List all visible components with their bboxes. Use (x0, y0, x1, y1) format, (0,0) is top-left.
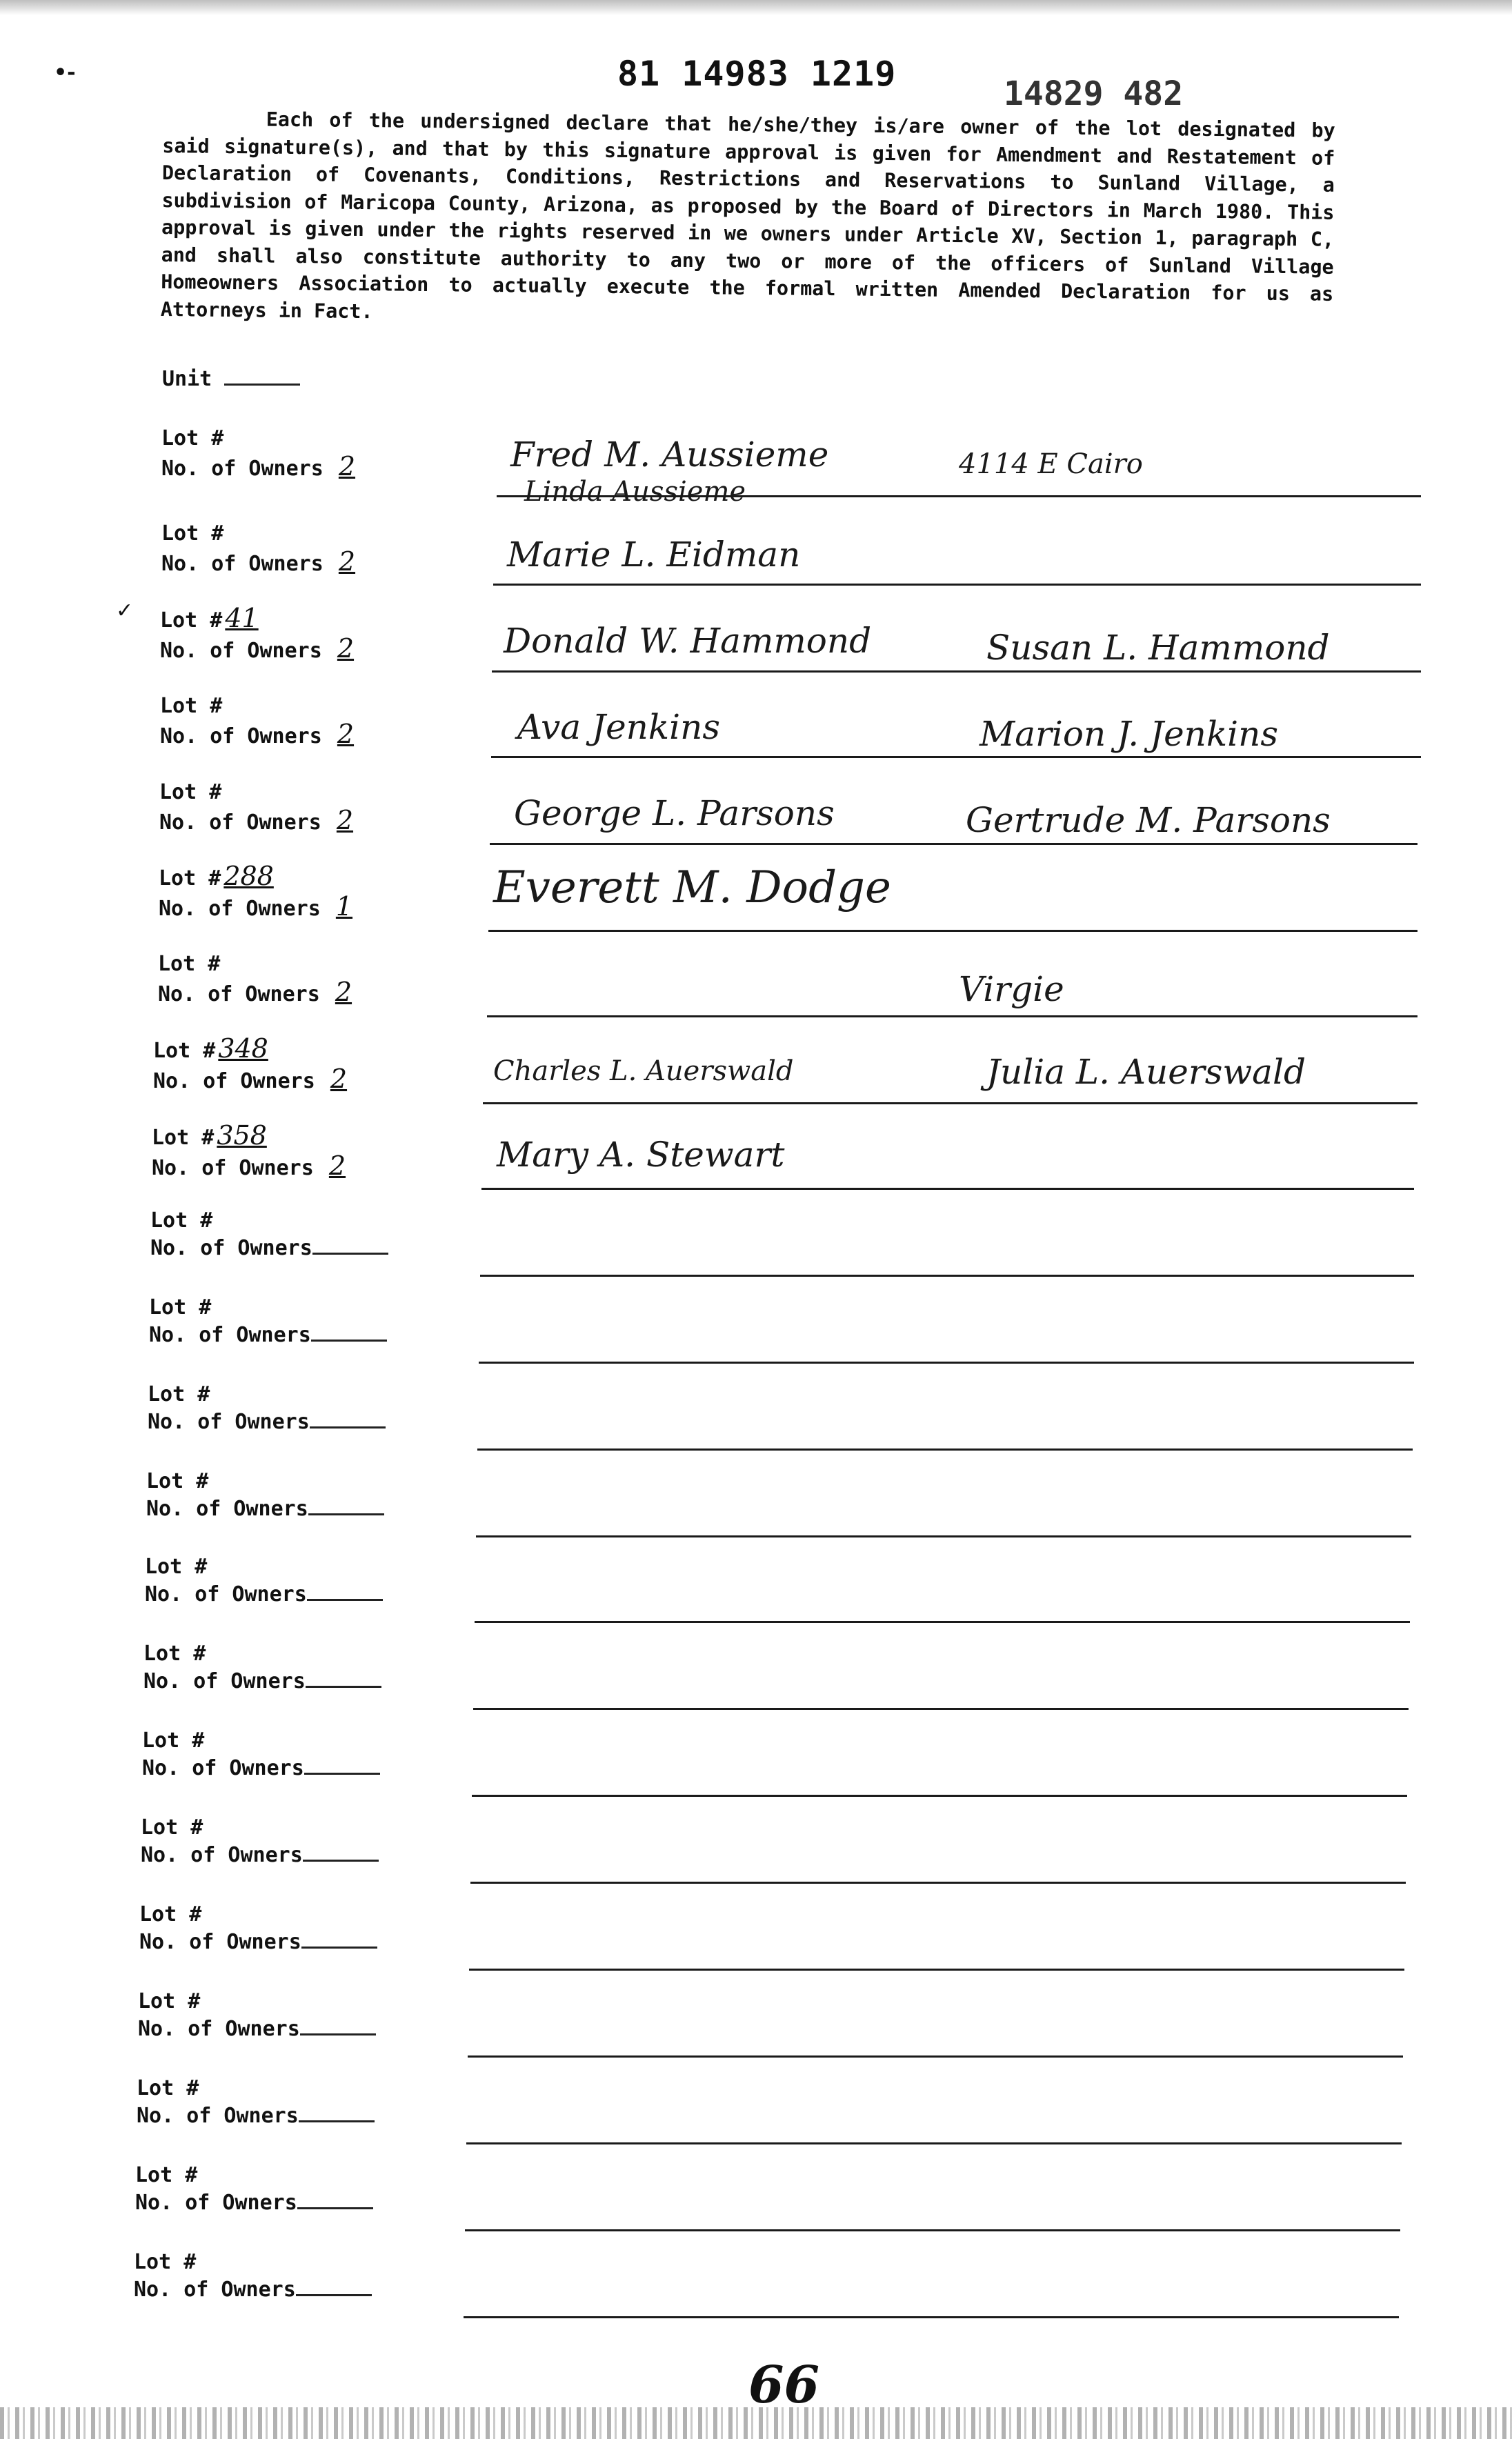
lot-label: Lot # (150, 1208, 213, 1233)
recording-number: 81 14983 1219 (617, 54, 897, 94)
lot-label: Lot # (142, 1729, 205, 1753)
lot-label: Lot # (149, 1295, 212, 1320)
signature: Marion J. Jenkins (979, 714, 1279, 754)
signature-line (490, 843, 1418, 845)
owners-label: No. of Owners (159, 810, 321, 835)
signature-line (475, 1621, 1410, 1623)
lot-entry-blank (137, 2075, 375, 2130)
lot-entry-blank (135, 2162, 373, 2217)
signature: Fred M. Aussieme (510, 435, 829, 475)
lot-entry-blank (138, 1988, 376, 2043)
owners-blank (308, 1495, 384, 1515)
owners-label: No. of Owners (146, 1497, 308, 1521)
signature-line (465, 2229, 1400, 2231)
lot-label: Lot # (161, 521, 224, 546)
lot-entry-blank (149, 1294, 387, 1349)
owners-blank (296, 2276, 372, 2296)
owners-count: 2 (335, 977, 352, 1007)
owners-label: No. of Owners (152, 1156, 314, 1180)
signature: Donald W. Hammond (504, 621, 872, 661)
signature: Ava Jenkins (517, 707, 721, 747)
owners-count: 2 (338, 546, 356, 577)
lot-entry-blank (143, 1640, 381, 1695)
owners-label: No. of Owners (160, 639, 322, 663)
owners-label: No. of Owners (150, 1236, 312, 1260)
lot-entry-blank (148, 1381, 386, 1436)
lot-label: Lot # (161, 426, 224, 450)
signature: Everett M. Dodge (493, 862, 891, 913)
owners-count: 1 (335, 891, 353, 922)
lot-label: Lot # (138, 1989, 201, 2013)
owners-label: No. of Owners (161, 552, 324, 576)
lot-label: Lot # (153, 1039, 216, 1063)
scan-top-edge (0, 0, 1512, 15)
owners-count: 2 (336, 805, 354, 835)
signature-line (481, 1188, 1414, 1190)
lot-label: Lot # (159, 780, 222, 804)
page-number: 66 (748, 2356, 819, 2415)
signature-line (468, 2055, 1403, 2058)
owners-blank (311, 1322, 387, 1342)
owners-label: No. of Owners (134, 2278, 296, 2302)
lot-entry-blank (145, 1553, 383, 1609)
lot-label: Lot # (159, 866, 221, 890)
lot-label: Lot # (160, 694, 223, 718)
owners-label: No. of Owners (145, 1582, 307, 1606)
signature: Charles L. Auerswald (493, 1055, 794, 1087)
lot-label: Lot # (143, 1642, 206, 1666)
owners-label: No. of Owners (158, 982, 320, 1006)
lot-label: Lot # (160, 608, 223, 633)
lot-number: 41 (225, 603, 259, 633)
owners-label: No. of Owners (137, 2104, 299, 2128)
lot-label: Lot # (135, 2163, 198, 2187)
docket-number: 14829 482 (1004, 74, 1184, 113)
owners-count: 2 (338, 451, 356, 481)
signature-line (488, 930, 1418, 932)
lot-entry-blank (141, 1814, 379, 1869)
owners-label: No. of Owners (139, 1930, 301, 1954)
signature: Virgie (959, 969, 1064, 1009)
lot-entry-blank (150, 1207, 388, 1262)
signature-line (492, 670, 1421, 673)
owners-blank (303, 1842, 379, 1862)
owners-blank (312, 1235, 388, 1255)
signature: Gertrude M. Parsons (966, 800, 1331, 840)
owners-blank (310, 1408, 386, 1428)
lot-number: 348 (218, 1033, 268, 1064)
lot-entry (160, 604, 354, 665)
scan-bottom-edge (0, 2407, 1512, 2439)
owners-label: No. of Owners (160, 724, 322, 748)
lot-entry (161, 422, 355, 483)
lot-entry (159, 862, 352, 923)
lot-number: 358 (217, 1120, 267, 1151)
signature-line (464, 2316, 1399, 2318)
lot-label: Lot # (141, 1815, 203, 1840)
lot-label: Lot # (137, 2076, 199, 2100)
owners-label: No. of Owners (141, 1843, 303, 1867)
owners-blank (299, 2102, 375, 2122)
signature-line (491, 756, 1421, 758)
lot-label: Lot # (148, 1382, 210, 1406)
signature-line (479, 1362, 1414, 1364)
owners-label: No. of Owners (161, 457, 324, 481)
signature-address: 4114 E Cairo (959, 448, 1143, 480)
owners-label: No. of Owners (142, 1756, 304, 1780)
lot-entry-blank (139, 1901, 377, 1956)
signature: Susan L. Hammond (986, 628, 1330, 668)
unit-blank (224, 366, 300, 386)
signature-line (480, 1275, 1414, 1277)
owners-count: 2 (337, 633, 355, 664)
owners-label: No. of Owners (135, 2191, 297, 2215)
lot-label: Lot # (152, 1126, 215, 1150)
signature: Julia L. Auerswald (986, 1052, 1306, 1092)
owners-blank (307, 1581, 383, 1601)
lot-entry-blank (146, 1468, 384, 1523)
owners-blank (306, 1668, 381, 1688)
lot-entry (160, 690, 354, 750)
declaration-paragraph: Each of the undersigned declare that he/she/they is/are owner of the lot designated by said signature(s), and that by this signature approval is given for Amendment and Restatement of Declaration of Covenants, Conditions, Restrictions and Reservations to Sunland Village, a subdivision of Maricopa County, Arizona, as proposed by the Board of Directors in March 1980. This approval is given under the rights reserved in we owners under Article XV, Section 1, paragraph C, and shall also constitute authority to any two or more of the officers of Sunland Village Homeowners Association to actually execute the formal written Amended Declaration for us as Attorneys in Fact. (160, 108, 1335, 323)
lot-label: Lot # (158, 952, 221, 976)
signature-line (493, 584, 1421, 586)
lot-label: Lot # (146, 1469, 209, 1493)
margin-mark: •- (54, 61, 76, 85)
owners-label: No. of Owners (148, 1410, 310, 1434)
signature-line (469, 1969, 1404, 1971)
lot-entry (152, 1122, 346, 1182)
signature-line (470, 1882, 1406, 1884)
signature-line (487, 1015, 1418, 1017)
owners-blank (301, 1929, 377, 1949)
lot-entry (158, 948, 352, 1008)
lot-number: 288 (223, 861, 274, 891)
signature-line (466, 2142, 1402, 2144)
signature-line (483, 1102, 1418, 1104)
signature: Mary A. Stewart (497, 1135, 785, 1175)
owners-count: 2 (330, 1064, 348, 1094)
unit-field (162, 366, 300, 391)
signature-line (477, 1449, 1413, 1451)
owners-blank (300, 2015, 376, 2035)
lot-entry (153, 1035, 347, 1095)
owners-blank (297, 2189, 373, 2209)
owners-label: No. of Owners (143, 1669, 306, 1693)
signature-line (473, 1708, 1409, 1710)
owners-label: No. of Owners (153, 1069, 315, 1093)
owners-label: No. of Owners (149, 1323, 311, 1347)
signature: Linda Aussieme (524, 476, 746, 508)
signature-line (472, 1795, 1407, 1797)
unit-label: Unit (162, 367, 212, 391)
owners-blank (304, 1755, 380, 1775)
owners-count: 2 (328, 1151, 346, 1181)
signature: Marie L. Eidman (507, 535, 801, 575)
check-mark: ✓ (116, 599, 134, 623)
signature-line (476, 1535, 1411, 1537)
lot-label: Lot # (145, 1555, 208, 1579)
lot-label: Lot # (134, 2250, 197, 2274)
owners-label: No. of Owners (138, 2017, 300, 2041)
owners-count: 2 (337, 719, 355, 749)
lot-entry-blank (142, 1727, 380, 1782)
owners-label: No. of Owners (159, 897, 321, 921)
lot-entry (161, 517, 355, 578)
lot-entry-blank (134, 2249, 372, 2304)
signature: George L. Parsons (514, 793, 835, 833)
lot-label: Lot # (139, 1902, 202, 1927)
lot-entry (159, 776, 353, 837)
